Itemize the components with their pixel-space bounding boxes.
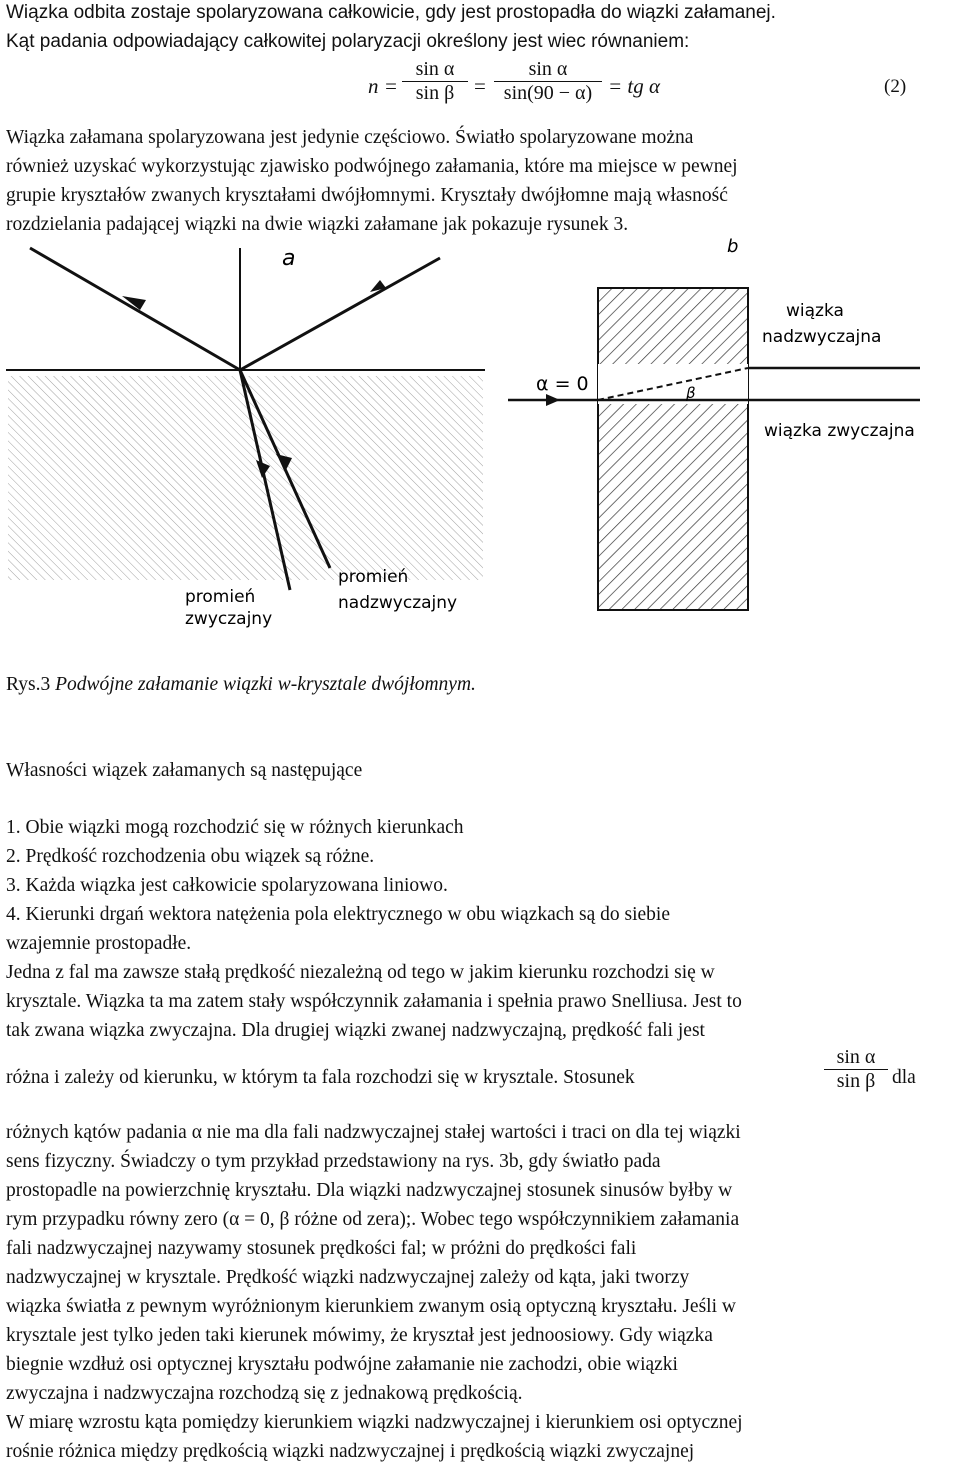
list-item: 1. Obie wiązki mogą rozchodzić się w różnych kierunkach [6,817,464,838]
equation-num-1: sin α [415,58,455,80]
paragraph-line: również uzyskać wykorzystując zjawisko podwójnego załamania, które ma miejsce w pewnej [6,156,738,177]
label-extra-1: promień [338,567,409,587]
list-item: 4. Kierunki drgań wektora natężenia pola elektrycznego w obu wiązkach są do siebie [6,904,671,925]
inline-fraction-den: sin β [836,1070,876,1092]
list-item: 2. Prędkość rozchodzenia obu wiązek są różne. [6,846,375,867]
equation-den-2: sin(90 − α) [503,82,593,104]
inline-fraction [824,1046,888,1093]
paragraph-line: fali nadzwyczajnej nazywamy stosunek prędkości fal; w próżni do prędkości fali [6,1238,637,1259]
list-item: wzajemnie prostopadłe. [6,933,192,954]
equation-fraction-1 [402,58,468,105]
equation-num-2: sin α [528,58,568,80]
equation-lhs: n = [368,74,398,98]
panel-a-label: a [282,246,296,271]
intro-line-2: Kąt padania odpowiadający całkowitej polaryzacji określony jest wiec równaniem: [6,31,690,52]
figure-3 [0,238,960,658]
paragraph-line: tak zwana wiązka zwyczajna. Dla drugiej wiązki zwanej nadzwyczajną, prędkość fali jest [6,1020,705,1041]
paragraph-line: Jedna z fal ma zawsze stałą prędkość niezależną od tego w jakim kierunku rozchodzi się w [6,962,715,983]
equation-fraction-2 [494,58,602,105]
paragraph-line: wiązka światła z pewnym wyróżnionym kierunkiem zwanym osią optyczną kryształu. Jeśli w [6,1296,736,1317]
caption-prefix: Rys.3 [6,674,51,695]
alpha-label: α = 0 [536,373,589,395]
label-extra-beam-2: nadzwyczajna [762,327,882,347]
paragraph-line: grupie kryształów zwanych kryształami dwójłomnymi. Kryształy dwójłomne mają własność [6,185,728,206]
crystal-region [8,370,483,580]
equation-eq-mid: = [474,74,486,98]
arrow-head [546,394,560,406]
figure-panel-a [6,246,485,629]
panel-b-label: b [727,238,739,257]
reflected-ray [240,258,440,370]
figure-caption [6,670,476,699]
paragraph-line: rym przypadku równy zero (α = 0, β różne od zera);. Wobec tego współczynnikiem załamania [6,1209,740,1230]
paragraph-line: prostopadle na powierzchnię kryształu. Dla wiązki nadzwyczajnej stosunek sinusów byłby w [6,1180,733,1201]
paragraph-line: sens fizyczny. Świadczy o tym przykład przedstawiony na rys. 3b, gdy światło pada [6,1151,661,1172]
equation-number: (2) [884,76,907,97]
paragraph-line: zwyczajna i nadzwyczajna rozchodzą się z jednakową prędkością. [6,1383,523,1404]
paragraph-line: biegnie wzdłuż osi optycznej kryształu podwójne załamanie nie zachodzi, obie wiązki [6,1354,678,1375]
intro-line-1: Wiązka odbita zostaje spolaryzowana całkowicie, gdy jest prostopadła do wiązki załamanej. [6,2,776,23]
paragraph-line: krysztale jest tylko jeden taki kierunek mówimy, że kryształ jest jednoosiowy. Gdy wiązka [6,1325,713,1346]
list-item: 3. Każda wiązka jest całkowicie spolaryzowana liniowo. [6,875,448,896]
figure-panel-b [508,238,920,610]
paragraph-line: różnych kątów padania α nie ma dla fali nadzwyczajnej stałej wartości i traci on dla tej wiązki [6,1122,741,1143]
paragraph-line: rośnie różnica między prędkością wiązki nadzwyczajnej i prędkością wiązki zwyczajnej [6,1441,695,1462]
paragraph-line: rozdzielania padającej wiązki na dwie wiązki załamane jak pokazuje rysunek 3. [6,214,629,235]
label-ordinary-1: promień [185,587,256,607]
paragraph-line: W miarę wzrostu kąta pomiędzy kierunkiem wiązki nadzwyczajnej i kierunkiem osi optycznej [6,1412,743,1433]
paragraph-line: Wiązka załamana spolaryzowana jest jedynie częściowo. Światło spolaryzowane można [6,127,694,148]
label-extra-2: nadzwyczajny [338,593,458,613]
caption-text: Podwójne załamanie wiązki w-krysztale dwójłomnym. [55,674,476,695]
equation-rhs: = tg α [608,74,661,98]
crystal-block [598,288,748,610]
paragraph-line: krysztale. Wiązka ta ma zatem stały współczynnik załamania i spełnia prawo Snelliusa. Jest to [6,991,742,1012]
inline-text-before: różna i zależy od kierunku, w którym ta fala rozchodzi się w krysztale. Stosunek [6,1067,635,1088]
label-ordinary-2: zwyczajny [185,609,273,629]
inline-fraction-num: sin α [836,1046,876,1068]
equation-den-1: sin β [415,82,455,104]
label-ordinary-beam: wiązka zwyczajna [764,421,915,441]
incident-ray [30,248,240,370]
label-extra-beam-1: wiązka [786,301,844,321]
properties-heading: Własności wiązek załamanych są następujące [6,760,363,781]
paragraph-line: nadzwyczajnej w krysztale. Prędkość wiązki nadzwyczajnej zależy od kąta, jaki tworzy [6,1267,690,1288]
inline-text-after: dla [892,1067,916,1088]
beam-window [598,364,748,404]
beta-label: β [686,384,696,402]
